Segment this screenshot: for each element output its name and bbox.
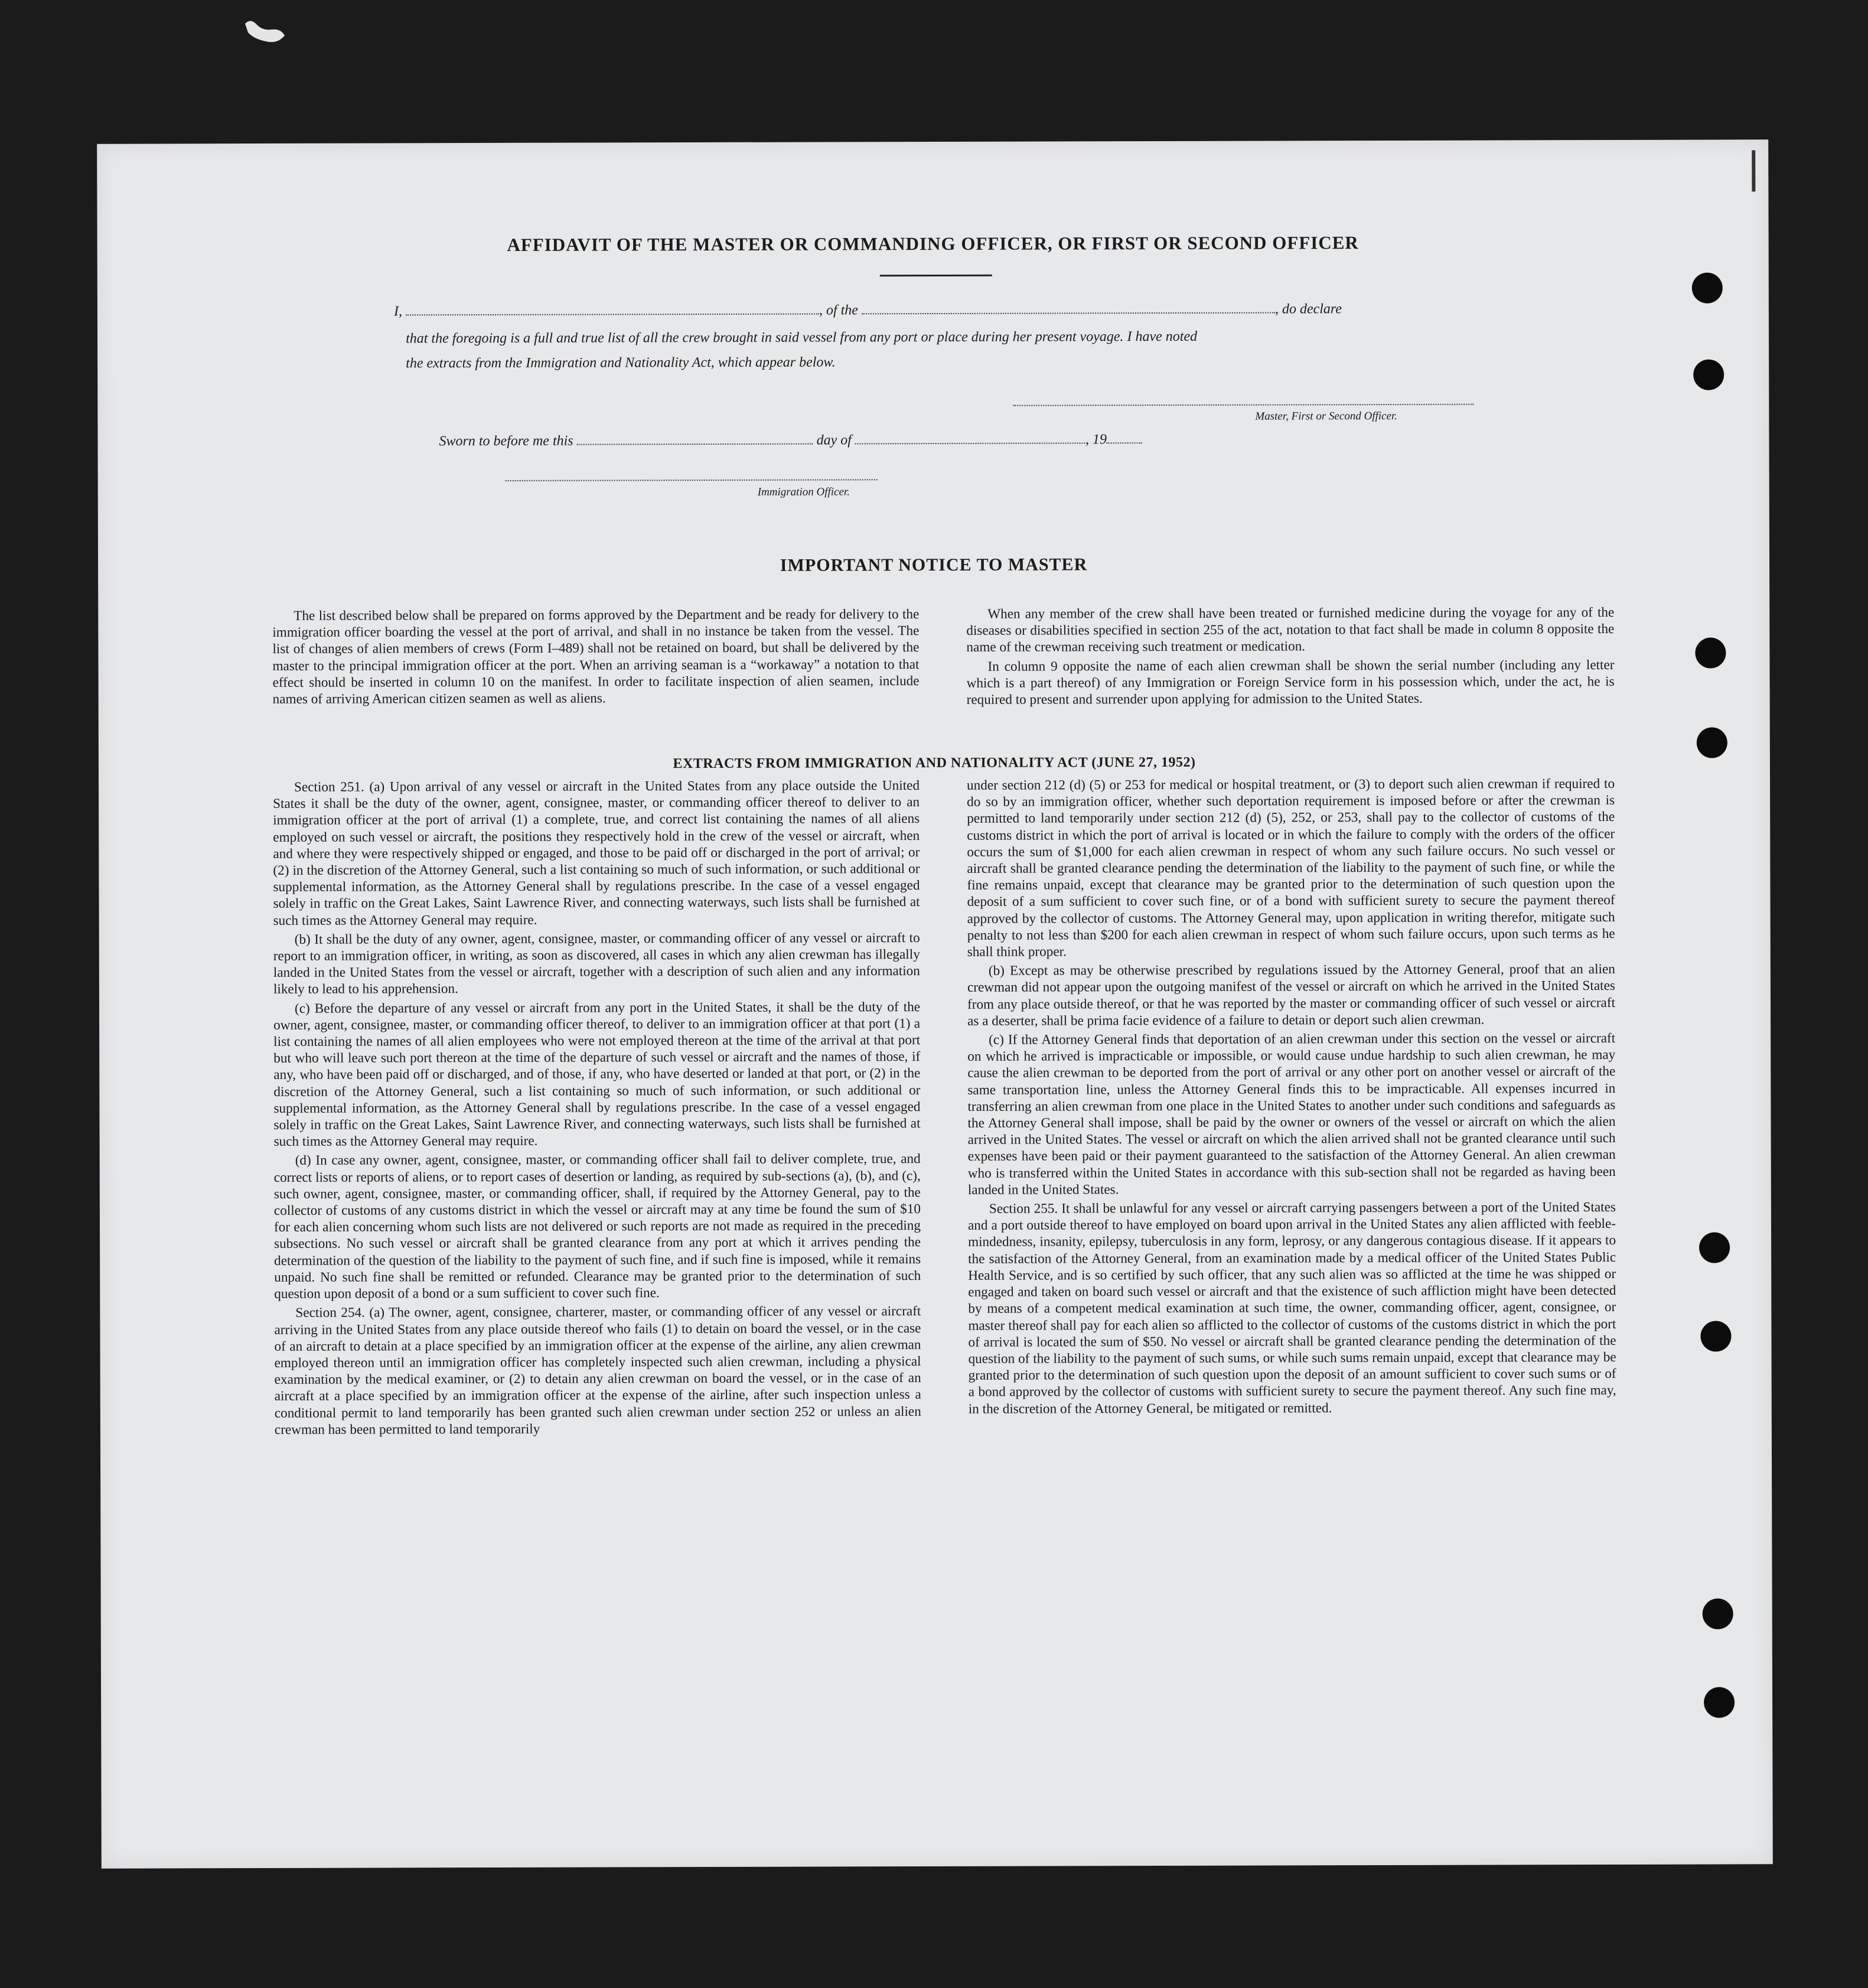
notice-paragraph: The list described below shall be prepared on forms approved by the Department and be ready for delivery to the immigration officer boarding the vessel at the port of arrival, and shall in no instance be taken from the vessel. The list of changes of alien members of crews (Form I–489) shall not be retained on board, but shall be delivered by the master to the principal immigration officer at the port. When an arriving seaman is a “workaway” a notation to that effect should be inserted in column 10 on the manifest. In order to facilitate inspection of alien seamen, include names of arriving American citizen seamen as well as aliens. <box>272 607 920 707</box>
vessel-prefix: , of the <box>819 302 858 318</box>
declare-suffix: , do declare <box>1274 301 1342 317</box>
sworn-year-field[interactable] <box>1107 439 1142 444</box>
title-divider <box>880 275 992 276</box>
section-paragraph: Section 255. It shall be unlawful for any vessel or aircraft carrying passengers between a port of the United States and a port outside thereof to have employed on board upon arrival in the United States any alien afflicted with feeble-mindedness, insanity, epilepsy, tuberculosis in any form, leprosy, or any dangerous contagious disease. If it appears to the satisfaction of the Attorney General, from an examination made by a medical officer of the United States Public Health Service, and is so certified by such officer, that any such alien was so afflicted at the time he was shipped or engaged and taken on board such vessel or aircraft and that the existence of such affliction might have been detected by means of a competent medical examination at such time, the owner, commanding officer, agent, consignee, or master thereof shall pay for each alien so afflicted to the collector of customs of the customs district in which the port of arrival is located the sum of $50. No vessel or aircraft shall be granted clearance pending the determination of the question of the liability to the payment of such sums, or while such sums remain unpaid, except that clearance may be granted prior to the determination of such question upon the deposit of an amount sufficient to cover such sums or of a bond approved by the collector of customs with sufficient surety to secure the payment thereof. Any such fine may, in the discretion of the Attorney General, be mitigated or remitted. <box>967 1200 1616 1417</box>
declarant-prefix: I, <box>393 304 402 320</box>
section-paragraph: (d) In case any owner, agent, consignee, master, or commanding officer shall fail to deliver complete, true, and correct lists or reports of aliens, or to report cases of desertion or landing, as required by sub-sections (a), (b), and (c), such owner, agent, consignee, master, or commanding officer, shall, if required by the Attorney General, pay to the collector of customs of any customs district in which the vessel or aircraft may at any time be found the sum of $10 for each alien concerning whom such lists are not delivered or such reports are not made as required in the preceding subsections. No such vessel or aircraft shall be granted clearance from any port at which it arrives pending the determination of the question of the liability to the payment of such fine, and if such fine is imposed, while it remains unpaid. No such fine shall be remitted or refunded. Clearance may be granted prior to the determination of such question upon deposit of a bond or a sum sufficient to cover such fine. <box>273 1151 921 1302</box>
statement-line-2: the extracts from the Immigration and Nationality Act, which appear below. <box>406 354 836 371</box>
affidavit-title: AFFIDAVIT OF THE MASTER OR COMMANDING OFFICER, OR FIRST OR SECOND OFFICER <box>507 232 1359 255</box>
section-paragraph: (b) Except as may be otherwise prescribed by regulations issued by the Attorney General, proof that an alien crewman did not appear upon the outgoing manifest of the vessel or aircraft on which he arrived in the United States from any place outside thereof, or that he was reported by the master or commanding officer of such vessel or aircraft as a deserter, shall be prima facie evidence of a failure to detain or deport such alien crewman. <box>967 962 1616 1029</box>
master-signature-field[interactable] <box>1013 400 1473 406</box>
sworn-year-label: , 19 <box>1085 432 1107 448</box>
extracts-right-column <box>967 775 1616 1420</box>
section-paragraph: (c) Before the departure of any vessel or aircraft from any port in the United States, it shall be the duty of the owner, agent, consignee, master, or commanding officer thereof, to deliver to an immigration officer at that port (1) a list containing the names of all alien employees who were not employed thereon at the time of the arrival at that port but who will leave such port thereon at the time of the departure of such vessel or aircraft and the names of those, if any, who have been paid off or discharged, and of those, if any, who have deserted or landed at that port, or (2) in the discretion of the Attorney General, such a list containing so much of such information, or such additional or supplemental information, as the Attorney General shall by regulations prescribe. In the case of a vessel engaged solely in traffic on the Great Lakes, Saint Lawrence River, and connecting waterways, such lists shall be furnished at such times as the Attorney General may require. <box>273 999 921 1150</box>
notice-right-column <box>966 604 1614 711</box>
section-paragraph: (c) If the Attorney General finds that deportation of an alien crewman under this section on the vessel or aircraft on which he arrived is impracticable or impossible, or would cause undue hardship to such alien crewman, he may cause the alien crewman to be deported from the port of arrival or any other port on another vessel or aircraft of the same transportation line, unless the Attorney General finds this to be impracticable. All expenses incurred in transferring an alien crewman from one place in the United States to another under such conditions and safeguards as the Attorney General shall impose, shall be paid by the owner or owners of the vessel or aircraft on which the alien arrived in the United States. The vessel or aircraft on which the alien arrived shall not be granted clearance until such expenses have been paid or their payment guaranteed to the satisfaction of the Attorney General. An alien crewman who is transferred within the United States in accordance with this sub-section shall not be regarded as having been landed in the United States. <box>967 1031 1616 1198</box>
declarant-name-field[interactable] <box>406 310 819 316</box>
extracts-title: EXTRACTS FROM IMMIGRATION AND NATIONALITY ACT (JUNE 27, 1952) <box>673 754 1196 772</box>
sworn-date-field[interactable] <box>577 440 813 445</box>
section-paragraph: Section 251. (a) Upon arrival of any vessel or aircraft in the United States from any place outside the United States it shall be the duty of the owner, agent, consignee, master, or commanding officer thereof to deliver to an immigration officer at the port of arrival (1) a complete, true, and correct list containing the names of all aliens employed on such vessel or aircraft, the positions they respectively hold in the crew of the vessel or aircraft, when and where they were respectively shipped or engaged, and those to be paid off or discharged in the port of arrival; or (2) in the discretion of the Attorney General, such a list containing so much of such information, or such additional or supplemental information, as the Attorney General shall by regulations prescribe. In the case of a vessel engaged solely in traffic on the Great Lakes, Saint Lawrence River, and connecting waterways, such lists shall be furnished at such times as the Attorney General may require. <box>273 778 920 928</box>
sworn-day-label: day of <box>816 432 852 448</box>
section-paragraph: (b) It shall be the duty of any owner, agent, consignee, master, or commanding officer of any vessel or aircraft to report to an immigration officer, in writing, as soon as discovered, all cases in which any alien crewman has illegally landed in the United States from the vessel or aircraft, together with a description of such alien and any information likely to lead to his apprehension. <box>273 930 920 998</box>
officer-signature-caption: Immigration Officer. <box>757 485 850 498</box>
officer-signature-field[interactable] <box>506 475 878 481</box>
declaration-line <box>394 301 1342 320</box>
sworn-line <box>439 432 1142 449</box>
scan-speck <box>242 18 289 50</box>
master-signature-caption: Master, First or Second Officer. <box>1255 409 1398 423</box>
notice-paragraph: In column 9 opposite the name of each alien crewman shall be shown the serial number (including any letter which is a part thereof) of any Immigration or Foreign Service form in his possession which, under the act, he is required to present and surrender upon applying for admission to the United States. <box>966 657 1615 708</box>
section-paragraph: Section 254. (a) The owner, agent, consignee, charterer, master, or commanding officer of any vessel or aircraft arriving in the United States from any place outside thereof who fails (1) to detain on board the vessel, or in the case of an aircraft to detain at a place specified by an immigration officer at the expense of the airline, any alien crewman employed thereon until an immigration officer has completely inspected such alien crewman, including a physical examination by the medical examiner, or (2) to detain any alien crewman on board the vessel, or in the case of an aircraft at a place specified by an immigration officer at the expense of the airline, after such inspection unless a conditional permit to land temporarily has been granted such alien crewman under section 252 or unless an alien crewman has been permitted to land temporarily <box>274 1303 921 1438</box>
notice-paragraph: When any member of the crew shall have been treated or furnished medicine during the voyage for any of the diseases or disabilities specified in section 255 of the act, notation to that fact shall be made in column 8 opposite the name of the crewman receiving such treatment or medication. <box>966 604 1615 656</box>
notice-left-column <box>272 606 919 710</box>
notice-title: IMPORTANT NOTICE TO MASTER <box>780 555 1088 575</box>
document-page <box>97 139 1773 1868</box>
extracts-left-column <box>273 777 921 1441</box>
sworn-month-field[interactable] <box>855 439 1085 444</box>
section-paragraph: under section 212 (d) (5) or 253 for medical or hospital treatment, or (3) to deport such alien crewman if required to do so by an immigration officer, whether such deportation requirement is imposed before or after the crewman is permitted to land temporarily under section 212 (d) (5), 252, or 253, shall pay to the collector of customs of the customs district in which the port of arrival is located or in which the failure to comply with the orders of the officer occurs the sum of $1,000 for each alien crewman in respect of whom any such failure occurs. No such vessel or aircraft shall be granted clearance pending the determination of the liability to the payment of such fine, or while the fine remains unpaid, except that clearance may be granted prior to the determination of such question upon the deposit of a sum sufficient to cover such fine, or of a bond with sufficient surety to secure the payment thereof approved by the collector of customs. The Attorney General may, upon application in writing therefor, mitigate such penalty to not less than $200 for each alien crewman in respect of whom such failure occurs, upon such terms as he shall think proper. <box>966 775 1615 960</box>
statement-line-1: that the foregoing is a full and true list of all the crew brought in said vessel from any port or place during her present voyage. I have noted <box>406 328 1198 347</box>
vessel-name-field[interactable] <box>862 308 1275 314</box>
sworn-prefix: Sworn to before me this <box>439 433 573 449</box>
